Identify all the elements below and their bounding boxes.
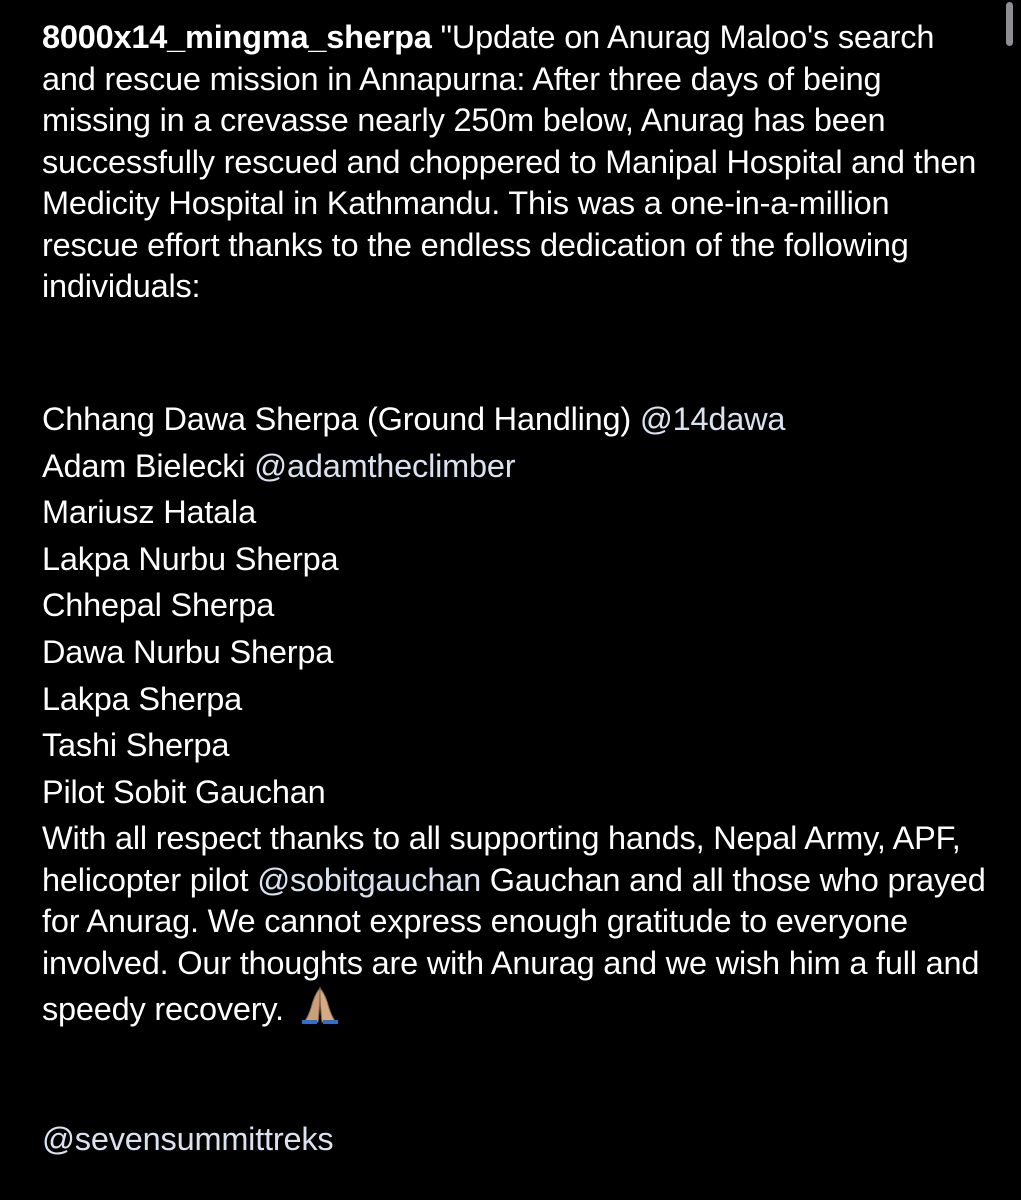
- credit-name: Chhepal Sherpa: [42, 587, 275, 624]
- list-item: [42, 582, 992, 629]
- post-username[interactable]: 8000x14_mingma_sherpa: [42, 19, 432, 55]
- credit-name: Lakpa Sherpa: [42, 680, 242, 717]
- closing-text-1: With all respect thanks to all supporting hands, Nepal Army, APF, helicopter pilot: [42, 820, 961, 898]
- folded-hands-icon: [297, 984, 343, 1035]
- list-item: [42, 396, 992, 443]
- credit-name: Lakpa Nurbu Sherpa: [42, 540, 339, 577]
- mention-link[interactable]: @14dawa: [639, 401, 786, 437]
- list-item: [42, 722, 992, 769]
- credit-name: Dawa Nurbu Sherpa: [42, 633, 334, 670]
- closing-text-2: Gauchan and all those who prayed for Anurag. We cannot express enough gratitude to everyone involved. Our thoughts are with Anurag and we wish him a full and speedy recovery.: [42, 861, 986, 1027]
- caption-intro-text: "Update on Anurag Maloo's search and rescue mission in Annapurna: After three days of being missing in a crevasse nearly 250m below, Anurag has been successfully rescued and choppered to Manipal Hospital and then Medicity Hospital in Kathmandu. This was a one-in-a-million rescue effort thanks to the endless dedication of the following individuals:: [42, 19, 977, 304]
- mention-link[interactable]: @adamtheclimber: [254, 447, 516, 484]
- credit-name: Mariusz Hatala: [42, 494, 256, 531]
- list-item: [42, 536, 992, 583]
- list-item: [42, 443, 992, 490]
- credit-name: Tashi Sherpa: [42, 727, 230, 764]
- scrollbar[interactable]: [1006, 2, 1013, 46]
- list-item: [42, 769, 992, 816]
- list-item: [42, 629, 992, 676]
- closing-paragraph: [42, 818, 992, 1035]
- mention-link[interactable]: @sobitgauchan: [257, 861, 481, 898]
- credit-name: Adam Bielecki: [42, 447, 246, 484]
- credits-list: [42, 396, 992, 815]
- credit-name: Chhang Dawa Sherpa (Ground Handling): [42, 401, 631, 437]
- list-item: [42, 676, 992, 723]
- post-caption: [42, 17, 992, 308]
- credit-name: Pilot Sobit Gauchan: [42, 773, 326, 810]
- list-item: [42, 489, 992, 536]
- signoff-mention[interactable]: @sevensummittreks: [42, 1121, 334, 1157]
